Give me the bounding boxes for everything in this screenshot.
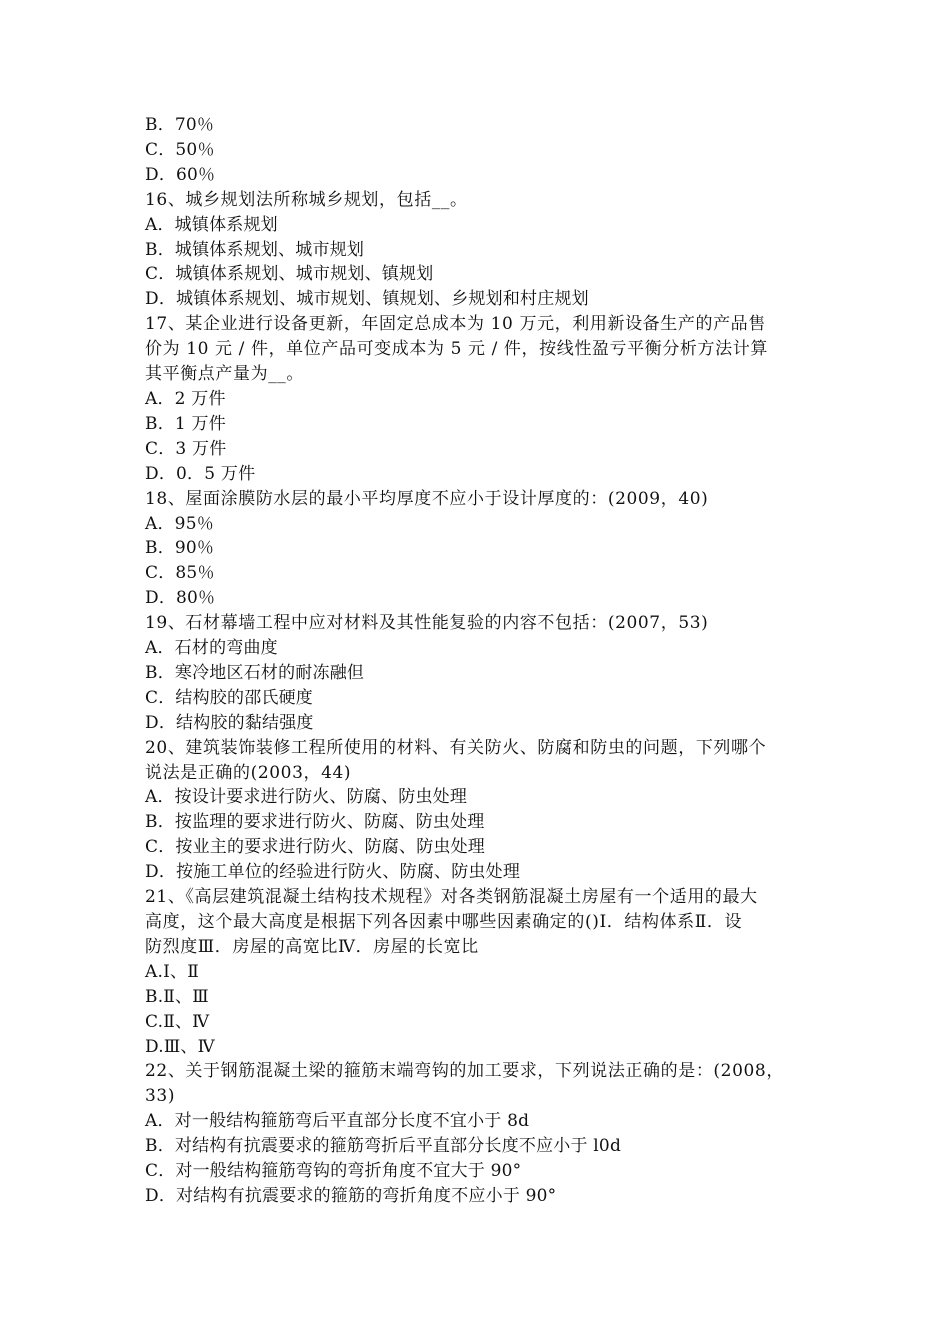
question-20: 20、建筑装饰装修工程所使用的材料、有关防火、防腐和防虫的问题，下列哪个 [145,737,767,758]
option-line: D．结构胶的黏结强度 [145,712,314,733]
option-line: B．对结构有抗震要求的箍筋弯折后平直部分长度不应小于 l0d [145,1136,622,1157]
option-line: D.Ⅲ、Ⅳ [145,1036,215,1057]
question-17: 17、某企业进行设备更新，年固定总成本为 10 万元，利用新设备生产的产品售 [145,314,766,335]
question-18: 18、屋面涂膜防水层的最小平均厚度不应小于设计厚度的：(2009，40) [145,488,709,509]
document-page [145,113,825,1209]
option-line: C．85％ [145,563,215,584]
option-line: C．结构胶的邵氏硬度 [145,687,314,708]
option-line: A．石材的弯曲度 [145,638,278,659]
question-16: 16、城乡规划法所称城乡规划，包括__。 [145,189,468,210]
option-line: D．60％ [145,164,216,185]
option-line: A.Ⅰ、Ⅱ [145,961,199,982]
question-21: 21、《高层建筑混凝土结构技术规程》对各类钢筋混凝土房屋有一个适用的最大 [145,887,758,908]
option-line: B．城镇体系规划、城市规划 [145,239,365,260]
option-line: D．对结构有抗震要求的箍筋的弯折角度不应小于 90° [145,1185,557,1206]
option-line: C．城镇体系规划、城市规划、镇规划 [145,264,434,285]
option-line: A．对一般结构箍筋弯后平直部分长度不宜小于 8d [145,1111,530,1132]
option-line: D．按施工单位的经验进行防火、防腐、防虫处理 [145,862,521,883]
question-22-cont: 33) [145,1086,176,1107]
question-22: 22、关于钢筋混凝土梁的箍筋末端弯钩的加工要求，下列说法正确的是：(2008， [145,1061,784,1082]
question-17-cont: 价为 10 元 / 件，单位产品可变成本为 5 元 / 件，按线性盈亏平衡分析方法计算 [145,339,768,360]
option-line: B．70％ [145,115,215,135]
option-line: A．95％ [145,513,214,534]
question-21-cont: 高度，这个最大高度是根据下列各因素中哪些因素确定的()Ⅰ．结构体系Ⅱ．设 [145,912,743,932]
question-17-cont: 其平衡点产量为__。 [145,364,304,385]
option-line: A．城镇体系规划 [145,214,278,235]
option-line: D．80％ [145,588,216,609]
option-line: B．90％ [145,538,215,559]
option-line: B.Ⅱ、Ⅲ [145,986,209,1007]
question-21-cont: 防烈度Ⅲ．房屋的高宽比Ⅳ．房屋的长宽比 [145,936,479,957]
question-20-cont: 说法是正确的(2003，44) [145,762,352,783]
option-line: B．1 万件 [145,413,226,434]
option-line: D．城镇体系规划、城市规划、镇规划、乡规划和村庄规划 [145,289,589,310]
option-line: C.Ⅱ、Ⅳ [145,1011,210,1032]
option-line: A．2 万件 [145,388,226,409]
option-line: C．对一般结构箍筋弯钩的弯折角度不宜大于 90° [145,1161,522,1182]
option-line: B．按监理的要求进行防火、防腐、防虫处理 [145,812,485,833]
option-line: C．按业主的要求进行防火、防腐、防虫处理 [145,837,486,858]
option-line: C．3 万件 [145,438,227,459]
option-line: A．按设计要求进行防火、防腐、防虫处理 [145,787,468,808]
question-19: 19、石材幕墙工程中应对材料及其性能复验的内容不包括：(2007，53) [145,613,709,634]
option-line: C．50％ [145,139,215,160]
option-line: D．0．5 万件 [145,463,256,484]
option-line: B．寒冷地区石材的耐冻融但 [145,662,365,683]
